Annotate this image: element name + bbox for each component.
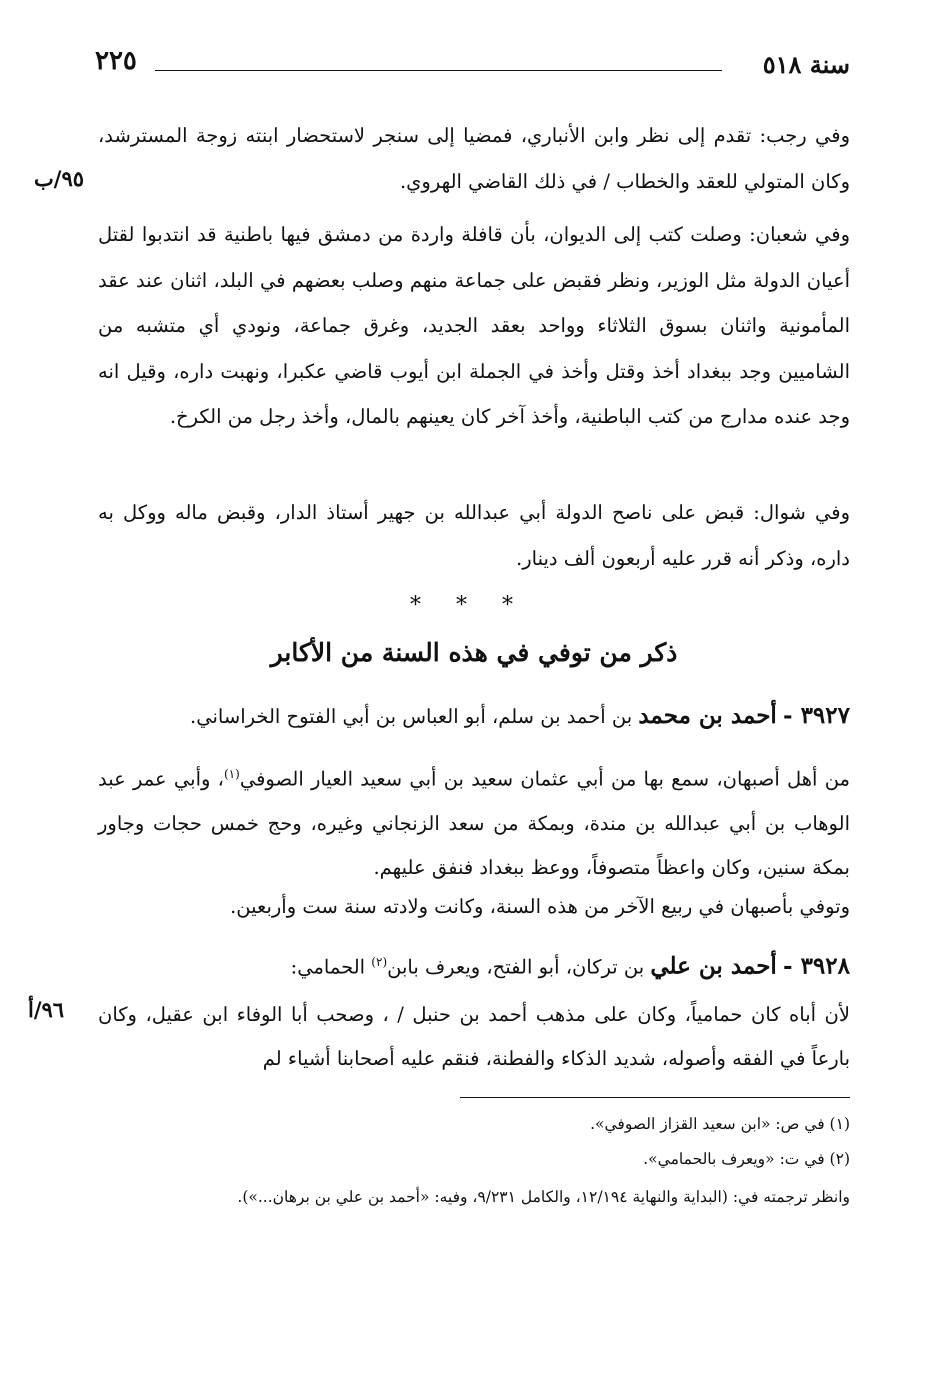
footnote-1: (١) في ص: «ابن سعيد القزاز الصوفي». — [590, 1115, 850, 1133]
page-header — [95, 46, 850, 86]
footnote-mark: (٢) — [371, 955, 388, 969]
footnote-rule — [460, 1097, 850, 1098]
section-title: ذكر من توفي في هذه السنة من الأكابر — [270, 638, 678, 667]
entry-heading-3928 — [98, 942, 850, 988]
entry-lineage: بن أحمد بن سلم، أبو العباس بن أبي الفتوح الخراساني. — [190, 705, 633, 728]
entry-lineage: بن تركان، أبو الفتح، ويعرف بابن — [387, 955, 645, 979]
bio-text: من أهل أصبهان، سمع بها من أبي عثمان سعيد بن أبي سعيد العيار الصوفي — [239, 767, 851, 791]
entry-biography-3927 — [98, 752, 850, 890]
header-rule — [155, 70, 722, 71]
footnote-mark: (١) — [223, 767, 240, 781]
margin-note-folio-96a: ٩٦/أ — [28, 997, 65, 1022]
paragraph-rajab: وفي رجب: تقدم إلى نظر وابن الأنباري، فمضيا إلى سنجر لاستحضار ابنته زوجة المسترشد، وكان المتولي للعقد والخطاب / في ذلك القاضي الهروي. — [98, 124, 850, 193]
entry-lineage: الحمامي: — [290, 955, 366, 979]
footnote-reference: وانظر ترجمته في: (البداية والنهاية ١٢/١٩٤، والكامل ٩/٢٣١، وفيه: «أحمد بن علي بن برهان...»). — [237, 1188, 850, 1206]
entry-number: ٣٩٢٨ - — [783, 952, 850, 980]
paragraph-shawwal: وفي شوال: قبض على ناصح الدولة أبي عبدالله بن جهير أستاذ الدار، وقبض ماله ووكل به داره، وذكر أنه قرر عليه أربعون ألف دينار. — [98, 501, 850, 570]
margin-note-folio-95b: ٩٥/ب — [34, 166, 85, 191]
section-separator: * * * — [410, 593, 527, 618]
year-label: سنة ٥١٨ — [762, 50, 850, 79]
entry-name: أحمد بن محمد — [638, 702, 777, 729]
page-number: ٢٢٥ — [95, 46, 137, 76]
entry-death-3927: وتوفي بأصبهان في ربيع الآخر من هذه السنة، وكانت ولادته سنة ست وأربعين. — [230, 895, 850, 918]
entry-biography-3928: لأن أباه كان حمامياً، وكان على مذهب أحمد بن حنبل / ، وصحب أبا الوفاء ابن عقيل، وكان بارعاً في الفقه وأصوله، شديد الذكاء والفطنة، فنقم عليه أصحابنا أشياء لم — [98, 1003, 850, 1070]
entry-name: أحمد بن علي — [650, 952, 777, 980]
footnote-2: (٢) في ت: «ويعرف بالحمامي». — [643, 1150, 850, 1168]
entry-heading-3927 — [98, 696, 850, 737]
paragraph-shaban: وفي شعبان: وصلت كتب إلى الديوان، بأن قافلة واردة من دمشق فيها باطنية قد انتدبوا لقتل أعيان الدولة مثل الوزير، ونظر فقبض على جماعة منهم وصلب بعضهم في البلد، اثنان عند عقد المأمونية واثنان بسوق الثلاثاء وواحد بعقد الجديد، وغرق جماعة، ونودي أي متشبه من الشاميين وجد ببغداد أخذ وقتل وأخذ في الجملة ابن أيوب قاضي عكبرا، ونهبت داره، وقيل انه وجد عنده مدارج من كتب الباطنية، وأخذ آخر كان يعينهم بالمال، وأخذ رجل من الكرخ. — [98, 223, 851, 428]
entry-number: ٣٩٢٧ - — [783, 702, 850, 729]
bio-text: ، وأبي عمر عبد الوهاب بن أبي عبدالله بن مندة، وبمكة من سعد الزنجاني وغيره، وحج خمس حجات وجاور بمكة سنين، وكان واعظاً متصوفاً، ووعظ ببغداد فنفق عليهم. — [98, 767, 850, 879]
